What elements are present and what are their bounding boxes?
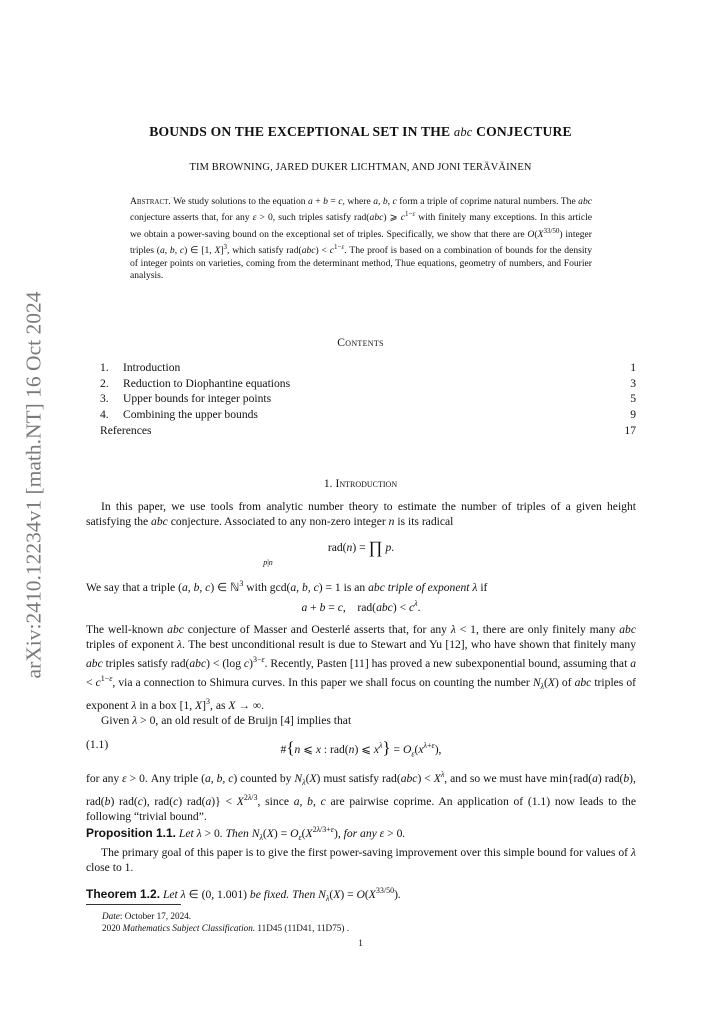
toc-entry[interactable] (100, 360, 636, 376)
equation-radical-subscript: p|n (263, 558, 273, 567)
toc-label: Upper bounds for integer points (123, 392, 272, 406)
proposition-1-1: Proposition 1.1. Let λ > 0. Then $N_\lambda(X) = O_\varepsilon(X^{2\lambda/3+\varepsilon})$, for any ε > 0. (86, 825, 406, 843)
proposition-label: Proposition 1.1. (86, 825, 177, 840)
toc-label: Introduction (123, 361, 181, 374)
paragraph-debruijn: Given λ > 0, an old result of de Bruijn [4] implies that (101, 714, 352, 727)
abstract-text: We study solutions to the equation a + b = c, where a, b, c form a triple of coprime natural numbers. The abc conjecture asserts that, for any ε > 0, such triples satisfy rad(abc) ⩾ $c^{1-\varepsilon}$ with finitely many exceptions. In this article we obtain a power-saving bound on the exceptional set of triples. Specifically, we show that there are $O(X^{33/50})$ integer triples (a, b, c) ∈ [1, X]$^3$, which satisfy $rad(abc) < c^{1-\varepsilon}$. The proof is based on a combination of bounds for the density of integer points on varieties, coming from the determinant method, Thue equations, geometry of numbers, and Fourier analysis. (130, 196, 593, 282)
toc-page: 17 (624, 423, 636, 437)
toc-label: Reduction to Diophantine equations (123, 376, 291, 390)
toc-number: 2. (100, 376, 109, 390)
toc-page: 1 (630, 361, 636, 374)
author-list: TIM BROWNING, JARED DUKER LICHTMAN, AND JONI TERÄVÄINEN (189, 162, 532, 173)
toc-label: Combining the upper bounds (123, 408, 258, 422)
footnotes (102, 910, 622, 934)
footnote-rule (86, 904, 181, 905)
paragraph-intro: In this paper, we use tools from analytic number theory to estimate the number of triples of a given height satisfying the abc conjecture. Associated to any non-zero integer n is its radical (86, 500, 636, 529)
toc-entry[interactable] (100, 391, 636, 407)
title-text-post: CONJECTURE (472, 124, 572, 139)
footnote-date: Date: October 17, 2024. (102, 911, 192, 921)
toc-number: 4. (100, 408, 109, 422)
equation-1-1 (86, 738, 636, 758)
toc-entry[interactable] (100, 423, 636, 439)
equation-triple: a + b = c, $rad(abc) < c^\lambda$. (301, 599, 421, 614)
toc-label: References (100, 423, 152, 437)
paragraph-definition: We say that a triple (a, b, c) ∈ ℕ$^3$ with gcd(a, b, c) = 1 is an abc triple of exponent λ if (86, 579, 488, 594)
equation-radical: rad(n) = ∏ p. (327, 538, 395, 557)
toc-page: 3 (630, 376, 636, 390)
page-number: 1 (358, 938, 363, 948)
equation-1-1-body: #{n ⩽ x : rad(n) ⩽ $x^\lambda\} = O_\varepsilon(x^{\lambda+\varepsilon})$, (280, 738, 442, 759)
paper-title (0, 124, 721, 140)
title-text-pre: BOUNDS ON THE EXCEPTIONAL SET IN THE (149, 124, 454, 139)
section-heading (0, 477, 721, 490)
theorem-label: Theorem 1.2. (86, 886, 161, 901)
toc-page: 5 (630, 392, 636, 406)
abstract-label: Abstract. (130, 196, 171, 207)
toc-entry[interactable] (100, 407, 636, 423)
section-heading-text: 1. Introduction (323, 477, 398, 490)
paragraph-background: The well-known abc conjecture of Masser and Oesterlé asserts that, for any λ < 1, there are only finitely many abc triples of exponent λ. The best unconditional result is due to Stewart and Yu [12], who have shown that finitely many abc triples satisfy rad(abc) < (log c)$^{3-\varepsilon}$. Recently, Pasten [11] has proved a new subexponential bound, assuming that $a < c^{1-\varepsilon}$, via a connection to Shimura curves. In this paper we shall focus on counting the number $N_\lambda(X)$ of abc triples of exponent λ in a box [1, X]$^3$, as X → ∞. (86, 623, 637, 713)
toc-number: 3. (100, 392, 109, 406)
title-text-abc: abc (453, 125, 473, 139)
paragraph-trivial-bound: for any ε > 0. Any triple (a, b, c) counted by $N_\lambda(X)$ must satisfy $rad(abc) < X^\lambda$, and so we must have min{rad(a) rad(b), rad(b) rad(c), rad(c) $rad(a)\} < X^{2\lambda/3}$, since a, b, c are pairwise coprime. An application of (1.1) now leads to the following “trivial bound”. (86, 770, 636, 824)
table-of-contents (100, 360, 636, 438)
contents-heading: Contents (337, 336, 384, 349)
abstract (130, 196, 592, 282)
toc-number: 1. (100, 361, 109, 374)
arxiv-identifier: arXiv:2410.12234v1 [math.NT] 16 Oct 2024 (21, 291, 46, 679)
equation-number: (1.1) (86, 738, 109, 751)
footnote-msc: 2020 Mathematics Subject Classification. 11D45 (11D41, 11D75) . (102, 923, 350, 933)
toc-entry[interactable] (100, 376, 636, 392)
toc-page: 9 (630, 408, 636, 422)
paragraph-primary-goal: The primary goal of this paper is to give the first power-saving improvement over this simple bound for values of λ close to 1. (86, 846, 636, 875)
theorem-1-2: Theorem 1.2. Let λ ∈ (0, 1.001) be fixed. Then $N_\lambda(X) = O(X^{33/50})$. (86, 886, 401, 904)
